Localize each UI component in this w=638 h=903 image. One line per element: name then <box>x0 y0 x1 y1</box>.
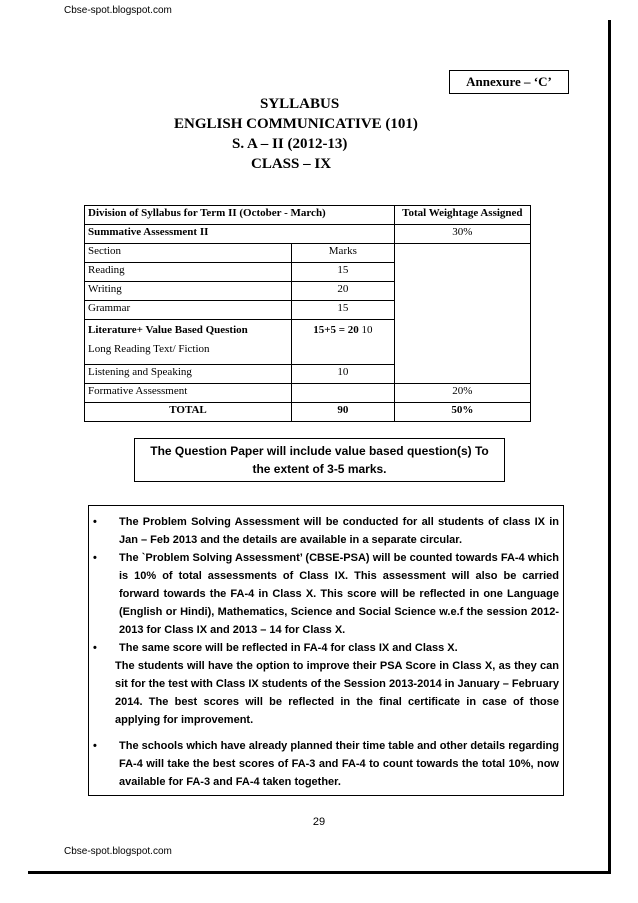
formative-marks-empty <box>292 384 395 403</box>
formative-label: Formative Assessment <box>85 384 292 403</box>
page-number: 29 <box>312 816 326 828</box>
note-line: The Question Paper will include value based question(s) To <box>150 444 489 458</box>
table-row <box>85 244 531 263</box>
list-item <box>89 549 559 639</box>
table-row <box>85 384 531 403</box>
note-line: the extent of 3-5 marks. <box>252 462 387 476</box>
syllabus-table <box>84 205 531 422</box>
title-assessment: S. A – II (2012-13) <box>232 136 348 152</box>
list-item <box>89 737 559 791</box>
total-weight: 50% <box>394 403 530 422</box>
marks-cell: 20 <box>292 282 395 301</box>
assessment-notes-box <box>88 505 564 796</box>
list-item <box>89 639 559 657</box>
table-row <box>85 403 531 422</box>
formative-weight: 20% <box>394 384 530 403</box>
bullet-icon: • <box>93 516 97 528</box>
literature-marks <box>292 320 395 365</box>
literature-marks-extra: 10 <box>361 324 373 336</box>
section-cell: Writing <box>85 282 292 301</box>
title-syllabus: SYLLABUS <box>260 96 340 112</box>
bullet-icon: • <box>93 552 97 564</box>
marks-cell: 15 <box>292 301 395 320</box>
bullet-text: The `Problem Solving Assessment’ (CBSE-PSA) will be counted towards FA-4 which is 10% of total assessments of Class IX. This assessment will also be carried forward towards the FA-4 in Class X. This score will be reflected in one Language (English or Hindi), Mathematics, Science and Social Science w.e.f the session 2012-2013 for Class IX and 2013 – 14 for Class X. <box>119 552 559 636</box>
annexure-label: Annexure – ‘C’ <box>449 70 569 94</box>
bullet-icon: • <box>93 740 97 752</box>
bullet-icon: • <box>93 642 97 654</box>
page-border-right <box>608 20 611 873</box>
list-item <box>89 657 559 729</box>
section-cell: Listening and Speaking <box>85 365 292 384</box>
paragraph-text: The students will have the option to improve their PSA Score in Class X, as they can sit for the test with Class IX students of the Session 2013-2014 in January – February 2014. The best scores will be reflected in the final certificate in case of those applying for improvement. <box>115 660 559 726</box>
col-section-header: Section <box>85 244 292 263</box>
literature-cell <box>85 320 292 365</box>
bullet-text: The Problem Solving Assessment will be conducted for all students of class IX in Jan – Feb 2013 and the details are available in a separate circular. <box>119 516 559 546</box>
summative-weight: 30% <box>394 225 530 244</box>
summative-label: Summative Assessment II <box>85 225 395 244</box>
weightage-empty-cell <box>394 244 530 384</box>
table-row <box>85 225 531 244</box>
literature-label: Literature+ Value Based Question <box>88 324 248 336</box>
section-cell: Grammar <box>85 301 292 320</box>
literature-marks-bold: 15+5 = 20 <box>313 324 359 336</box>
total-label: TOTAL <box>85 403 292 422</box>
header-site-text: Cbse-spot.blogspot.com <box>64 5 172 16</box>
marks-cell: 15 <box>292 263 395 282</box>
total-marks: 90 <box>292 403 395 422</box>
bullet-text: The same score will be reflected in FA-4 for class IX and Class X. <box>119 642 458 654</box>
literature-sub: Long Reading Text/ Fiction <box>88 343 210 355</box>
page-border-bottom <box>28 871 611 874</box>
table-row <box>85 206 531 225</box>
value-question-note <box>134 438 505 482</box>
title-subject: ENGLISH COMMUNICATIVE (101) <box>174 116 418 132</box>
footer-site-text: Cbse-spot.blogspot.com <box>64 846 172 857</box>
section-cell: Reading <box>85 263 292 282</box>
bullet-text: The schools which have already planned their time table and other details regarding FA-4 will take the best scores of FA-3 and FA-4 to count towards the total 10%, now available for FA-3 and FA-4 taken together. <box>119 740 559 788</box>
marks-cell: 10 <box>292 365 395 384</box>
table-header-weightage: Total Weightage Assigned <box>394 206 530 225</box>
table-header-division: Division of Syllabus for Term II (October - March) <box>85 206 395 225</box>
list-item <box>89 513 559 549</box>
title-class: CLASS – IX <box>251 156 332 172</box>
col-marks-header: Marks <box>292 244 395 263</box>
